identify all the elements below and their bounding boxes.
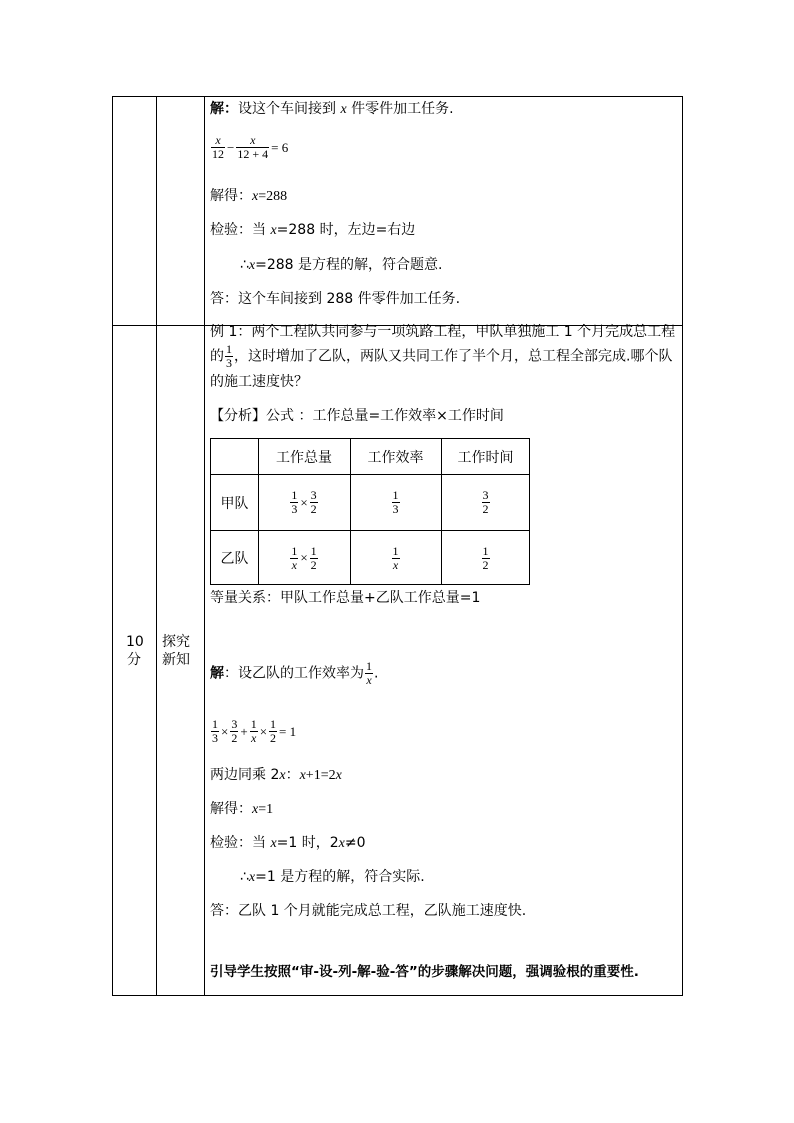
solution-text-end: 件零件加工任务.	[346, 101, 454, 117]
check-line-2: 检验：当 x=1 时，2x≠0	[210, 835, 366, 851]
teaching-guide: 引导学生按照“审-设-列-解-验-答”的步骤解决问题，强调验根的重要性.	[210, 964, 639, 980]
time-value: 10	[126, 634, 144, 650]
fraction-x-over-12: $\frac{x}{12}$	[212, 133, 224, 161]
stage-line-2: 新知	[162, 652, 190, 668]
equation-1	[210, 134, 289, 161]
solved-line: 解得：x=288	[210, 188, 288, 204]
therefore-symbol: ∴	[240, 257, 249, 273]
equation-2: $\frac{1}{3}$ × $\frac{3}{2}$ + $\frac{1}{x}$ × $\frac{1}{2}$ = 1	[212, 717, 297, 745]
solution-text: 设这个车间接到	[238, 101, 341, 117]
minus-sign: −	[227, 139, 235, 155]
analysis-formula: 公式 ：工作总量=工作效率×工作时间	[266, 408, 504, 424]
analysis-line	[210, 407, 504, 425]
check-line: 检验：当 x=288 时，左边=右边	[210, 222, 416, 238]
multiply-line: 两边同乘 2x：x+1=2x	[210, 767, 342, 783]
fraction-one-over-x: $\frac{1}{x}$	[366, 659, 372, 687]
time-unit: 分	[127, 652, 141, 668]
header-total: 工作总量	[276, 449, 332, 466]
answer-line-2: 答：乙队 1 个月就能完成总工程，乙队施工速度快.	[210, 903, 527, 919]
therefore-line-2: ∴x=1 是方程的解，符合实际.	[240, 869, 425, 885]
work-table	[210, 438, 530, 585]
solved-line-2: 解得：x=1	[210, 801, 274, 817]
solution-label: 解：	[210, 101, 238, 117]
fraction-x-over-16: $\frac{x}{12 + 4}$	[237, 133, 269, 161]
therefore-symbol-2: ∴	[240, 869, 249, 885]
fraction-one-third: $\frac{1}{3}$	[226, 342, 232, 370]
team-a-time: $\frac{3}{2}$	[482, 488, 489, 516]
equals-six: = 6	[271, 139, 289, 155]
solution-label-2: 解	[210, 665, 224, 682]
row-label-team-b: 乙队	[220, 551, 249, 567]
team-b-rate: $\frac{1}{x}$	[392, 543, 399, 572]
team-b-total: $\frac{1}{x}$ × $\frac{1}{2}$	[291, 543, 317, 572]
stage-cell	[162, 633, 190, 669]
analysis-tag: 【分析】	[210, 408, 266, 424]
solution-line-2: 解：设乙队的工作效率为 $\frac{1}{x}$ .	[210, 659, 379, 687]
variable-x: x	[340, 102, 347, 117]
column-divider-time	[156, 97, 157, 995]
team-a-total: $\frac{1}{3}$ × $\frac{3}{2}$	[291, 488, 317, 516]
time-cell	[126, 633, 142, 669]
team-a-rate: $\frac{1}{3}$	[392, 488, 399, 516]
example-line-2: 的 $\frac{1}{3}$ ，这时增加了乙队，两队又共同工作了半个月，总工程全部完成.哪个队	[210, 342, 673, 370]
stage-line-1: 探究	[162, 634, 190, 650]
example-line-3: 的施工速度快？	[210, 374, 308, 390]
answer-line: 答：这个车间接到 288 件零件加工任务.	[210, 291, 461, 307]
header-time: 工作时间	[457, 449, 514, 466]
therefore-line: ∴x=288 是方程的解，符合题意.	[240, 257, 443, 273]
solution-line-1	[210, 100, 454, 119]
relation-line: 等量关系：甲队工作总量+乙队工作总量=1	[210, 590, 481, 606]
column-divider-stage	[204, 97, 205, 995]
header-rate: 工作效率	[367, 449, 424, 466]
team-b-time: $\frac{1}{2}$	[482, 543, 489, 572]
example-line-1: 例 1：两个工程队共同参与一项筑路工程，甲队单独施工 1 个月完成总工程	[210, 324, 676, 340]
row-label-team-a: 甲队	[220, 495, 249, 512]
